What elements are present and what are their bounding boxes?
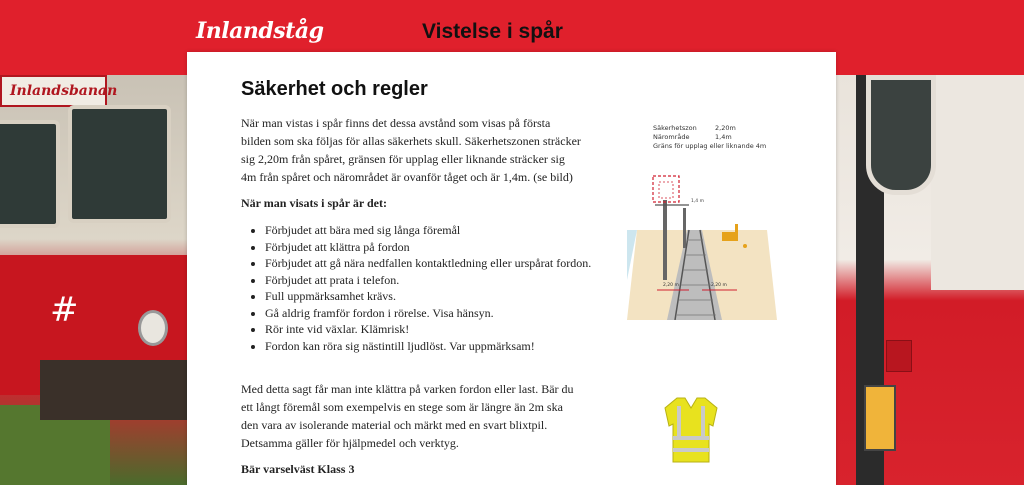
dim-left-label: 2,20 m	[663, 283, 679, 288]
dim-right-label: 2,20 m	[711, 283, 727, 288]
list-item: • Fordon kan röra sig nästintill ljudlöst. Var uppmärksam!	[265, 338, 605, 355]
content-card	[187, 52, 836, 485]
page-title: Vistelse i spår	[422, 20, 563, 43]
train-warning-sign	[864, 385, 896, 451]
section-heading: Säkerhet och regler	[241, 78, 428, 100]
legend-value: 1,4m	[715, 133, 732, 141]
train-panel	[931, 75, 1024, 290]
legend-label: Gräns för upplag eller liknande 4m	[653, 142, 767, 150]
train-window	[68, 105, 171, 223]
inlandsbanan-sign: Inlandsbanan	[0, 75, 107, 107]
train-headlight	[138, 310, 168, 346]
climbing-paragraph: Med detta sagt får man inte klättra på varken fordon eller last. Bär du ett långt föremål som exempelvis en stege som är längre än 2m ska den vara av isolerande material och märkt med en svart blixtpil. Detsamma gäller för hjälpmedel och verktyg.	[241, 382, 574, 450]
list-item: • Förbjudet att klättra på fordon	[265, 239, 605, 256]
inlandstag-logo[interactable]: Inlandståg	[196, 18, 324, 44]
intro-paragraph: När man vistas i spår finns det dessa avstånd som visas på första bilden som ska följas för allas säkerhets skull. Säkerhetszonen sträcker sig 2,20m från spåret, gränsen för upplag eller liknande sträcker sig 4m från spåret och närområdet är ovanför tåget och är 1,4m. (se bild)	[241, 116, 581, 184]
list-item: • Förbjudet att bära med sig långa föremål	[265, 222, 605, 239]
track-safety-diagram	[627, 120, 777, 320]
list-item: • Förbjudet att prata i telefon.	[265, 272, 605, 289]
list-item: • Gå aldrig framför fordon i rörelse. Visa hänsyn.	[265, 305, 605, 322]
train-left-background	[0, 75, 187, 485]
list-item: • Rör inte vid växlar. Klämrisk!	[265, 321, 605, 338]
rules-subheading: När man visats i spår är det:	[241, 196, 388, 210]
legend-label: Säkerhetszon	[653, 124, 697, 132]
train-right-background	[836, 75, 1024, 485]
list-item: • Full uppmärksamhet krävs.	[265, 288, 605, 305]
train-number-mark: #	[50, 290, 79, 330]
train-coupler	[40, 360, 187, 420]
vest-subheading: Bär varselväst Klass 3	[241, 462, 355, 476]
legend-value: 2,20m	[715, 124, 736, 132]
train-window	[0, 120, 60, 228]
height-label: 1,4 m	[691, 199, 704, 204]
legend-label: Närområde	[653, 133, 690, 141]
train-window	[866, 75, 936, 195]
list-item: • Förbjudet att gå nära nedfallen kontaktledning eller urspårat fordon.	[265, 255, 605, 272]
safety-vest-image	[663, 396, 719, 464]
rules-list	[241, 222, 605, 354]
train-box	[886, 340, 912, 372]
